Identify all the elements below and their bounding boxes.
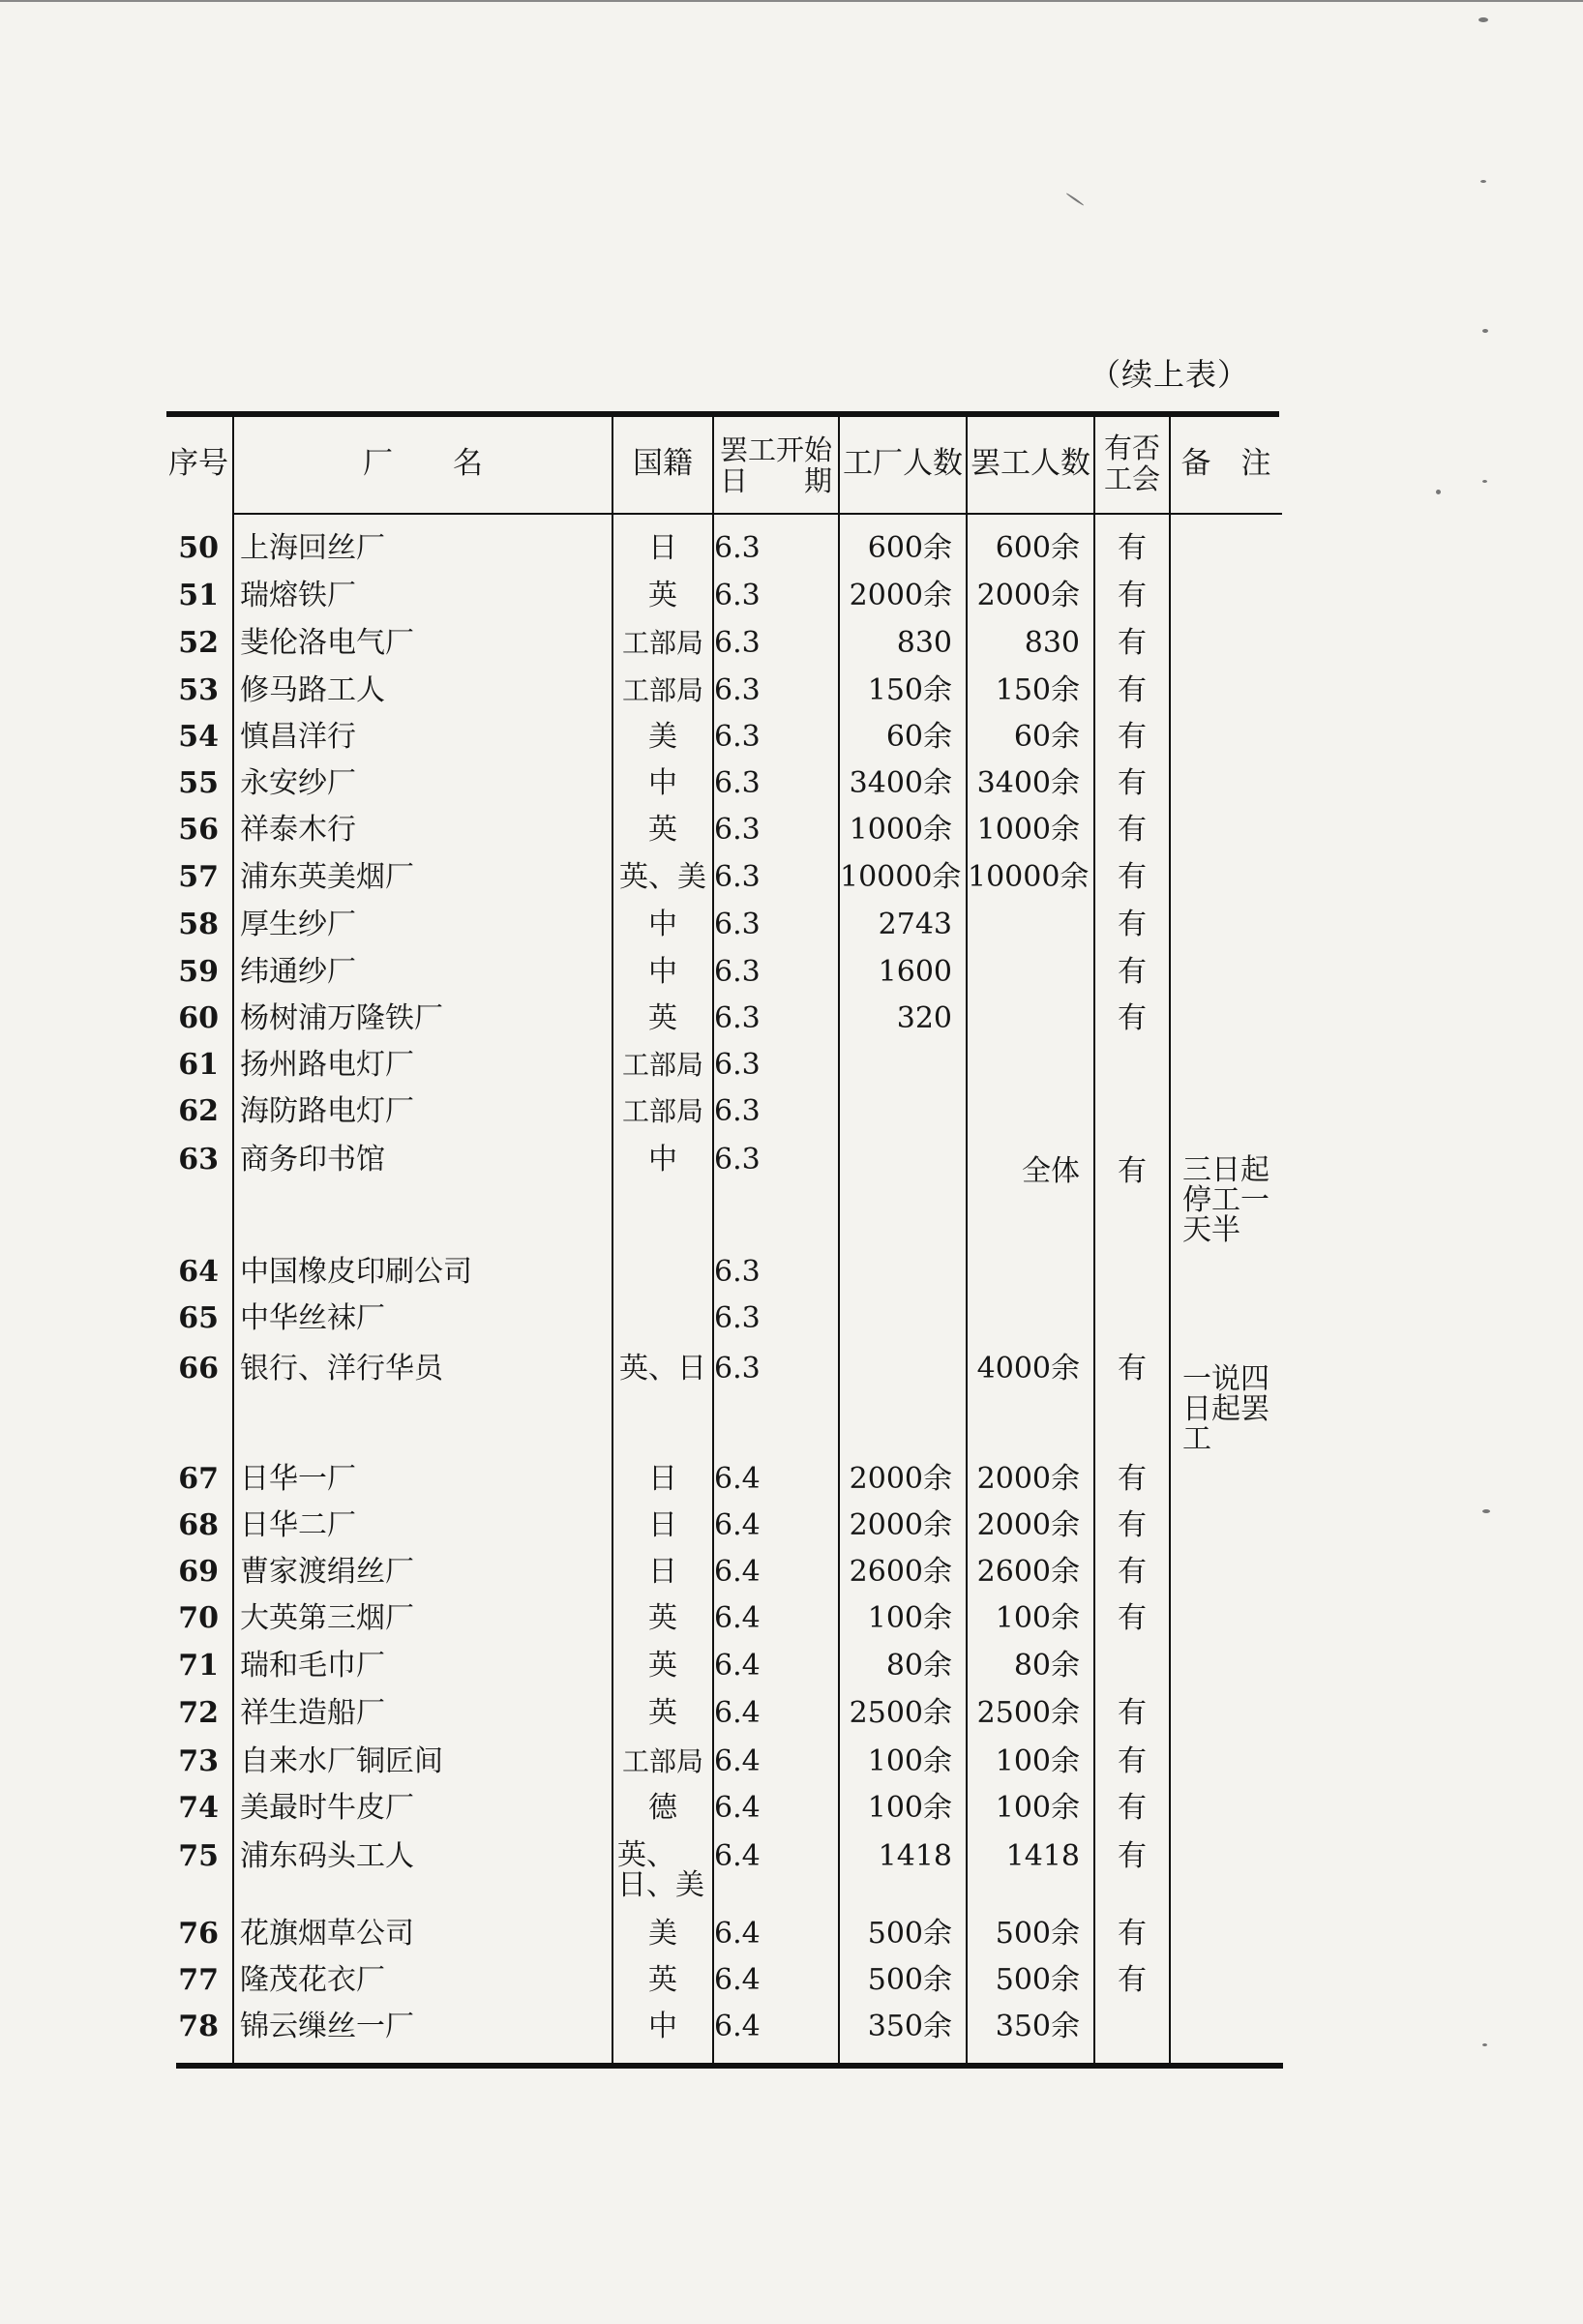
cell-nat: 英 (648, 1696, 677, 1730)
cell-date: 6.3 (714, 860, 761, 894)
header-start-date-line2: 日 期 (719, 464, 832, 497)
cell-date: 6.4 (714, 1508, 761, 1542)
cell-union: 有 (1118, 579, 1147, 612)
cell-nat: 工部局 (621, 1095, 703, 1127)
cell-date: 6.3 (714, 1143, 761, 1177)
header-factory-workers: 工厂人数 (843, 446, 963, 481)
cell-name: 自来水厂铜匠间 (240, 1744, 443, 1778)
cell-workers: 320 (896, 1001, 952, 1035)
cell-strikers: 1418 (1005, 1839, 1080, 1873)
cell-union: 有 (1118, 766, 1147, 800)
header-striking-workers: 罢工人数 (971, 446, 1090, 481)
cell-strikers: 2600余 (976, 1555, 1080, 1589)
cell-seq: 75 (178, 1839, 219, 1873)
cell-name: 祥泰木行 (240, 813, 356, 847)
cell-date: 6.3 (714, 1048, 761, 1082)
cell-nat: 英、日 (619, 1352, 706, 1385)
cell-seq: 52 (178, 626, 219, 660)
header-union-line1: 有否 (1103, 432, 1160, 464)
cell-seq: 63 (178, 1143, 219, 1177)
cell-seq: 74 (178, 1791, 219, 1825)
cell-nat: 英、日、美 (617, 1838, 704, 1902)
cell-seq: 60 (178, 1001, 219, 1035)
speck (1480, 180, 1486, 183)
cell-nat: 中 (648, 955, 677, 989)
cell-date: 6.4 (714, 1462, 761, 1496)
cell-name: 银行、洋行华员 (240, 1352, 443, 1385)
cell-seq: 50 (178, 531, 219, 565)
cell-union: 有 (1118, 1352, 1147, 1385)
header-union-line2: 工会 (1103, 462, 1160, 495)
cell-seq: 64 (178, 1255, 219, 1289)
cell-name: 中国橡皮印刷公司 (240, 1255, 472, 1289)
speck (1482, 1509, 1490, 1513)
cell-seq: 68 (178, 1508, 219, 1542)
cell-name: 慎昌洋行 (240, 720, 356, 754)
cell-name: 扬州路电灯厂 (240, 1048, 414, 1082)
cell-union: 有 (1118, 1744, 1147, 1778)
header-bottom-rule (232, 513, 1282, 515)
cell-name: 大英第三烟厂 (240, 1601, 414, 1635)
cell-date: 6.4 (714, 1696, 761, 1730)
cell-union: 有 (1118, 626, 1147, 660)
speck (1436, 490, 1441, 494)
cell-strikers: 100余 (995, 1744, 1080, 1778)
cell-nat: 日 (648, 531, 677, 565)
cell-nat: 英 (648, 1601, 677, 1635)
cell-nat: 英 (648, 1963, 677, 1997)
header-name: 厂 名 (363, 446, 483, 481)
cell-union: 有 (1118, 1001, 1147, 1035)
cell-date: 6.3 (714, 579, 761, 612)
cell-name: 浦东码头工人 (240, 1839, 414, 1873)
cell-nat: 工部局 (621, 1049, 703, 1081)
cell-strikers: 80余 (1013, 1649, 1080, 1683)
cell-union: 有 (1118, 860, 1147, 894)
cell-strikers: 600余 (995, 531, 1080, 565)
cell-nat: 英、美 (619, 860, 706, 894)
cell-nat: 中 (648, 2010, 677, 2043)
cell-workers: 350余 (867, 2010, 952, 2043)
cell-workers: 2500余 (849, 1696, 952, 1730)
cell-strikers: 1000余 (976, 813, 1080, 847)
cell-union: 有 (1118, 908, 1147, 941)
cell-union: 有 (1118, 1508, 1147, 1542)
col-divider-union (1169, 417, 1171, 2063)
cell-date: 6.4 (714, 1601, 761, 1635)
cell-date: 6.3 (714, 1255, 761, 1289)
cell-name: 锦云缫丝一厂 (240, 2010, 414, 2043)
cell-name: 斐伦洛电气厂 (240, 626, 414, 660)
cell-workers: 2000余 (849, 1508, 952, 1542)
cell-seq: 51 (178, 579, 219, 612)
cell-seq: 66 (178, 1352, 219, 1385)
cell-nat: 中 (648, 908, 677, 941)
cell-name: 瑞熔铁厂 (240, 579, 356, 612)
cell-strikers: 500余 (995, 1963, 1080, 1997)
cell-seq: 61 (178, 1048, 219, 1082)
cell-nat: 日 (648, 1462, 677, 1496)
cell-workers: 3400余 (849, 766, 952, 800)
cell-name: 海防路电灯厂 (240, 1094, 414, 1128)
cell-nat: 日 (648, 1508, 677, 1542)
cell-seq: 53 (178, 673, 219, 707)
cell-nat: 英 (648, 813, 677, 847)
cell-name: 美最时牛皮厂 (240, 1791, 414, 1825)
table-bottom-rule (176, 2063, 1283, 2069)
cell-union: 有 (1118, 1791, 1147, 1825)
cell-strikers: 830 (1024, 626, 1080, 660)
cell-strikers: 500余 (995, 1917, 1080, 1951)
cell-workers: 2000余 (849, 1462, 952, 1496)
cell-nat: 工部局 (621, 627, 703, 659)
cell-strikers: 2500余 (976, 1696, 1080, 1730)
cell-union: 有 (1118, 531, 1147, 565)
cell-name: 厚生纱厂 (240, 908, 356, 941)
cell-strikers: 150余 (995, 673, 1080, 707)
page-top-edge (0, 0, 1583, 2)
cell-union: 有 (1118, 1963, 1147, 1997)
cell-nat: 英 (648, 1649, 677, 1683)
cell-seq: 59 (178, 955, 219, 989)
cell-date: 6.4 (714, 1917, 761, 1951)
cell-date: 6.3 (714, 626, 761, 660)
cell-strikers: 60余 (1013, 720, 1080, 754)
cell-name: 中华丝袜厂 (240, 1301, 385, 1335)
cell-name: 祥生造船厂 (240, 1696, 385, 1730)
header-start-date-line1: 罢工开始 (719, 433, 832, 466)
header-notes: 备 注 (1180, 446, 1271, 481)
cell-nat: 美 (648, 1917, 677, 1951)
cell-union: 有 (1118, 1154, 1147, 1188)
cell-strikers: 2000余 (976, 1462, 1080, 1496)
cell-strikers: 100余 (995, 1791, 1080, 1825)
cell-workers: 150余 (867, 673, 952, 707)
cell-workers: 2600余 (849, 1555, 952, 1589)
cell-union: 有 (1118, 1839, 1147, 1873)
cell-seq: 77 (178, 1963, 219, 1997)
cell-strikers: 2000余 (976, 1508, 1080, 1542)
cell-seq: 73 (178, 1744, 219, 1778)
cell-workers: 100余 (867, 1601, 952, 1635)
cell-date: 6.3 (714, 908, 761, 941)
cell-name: 杨树浦万隆铁厂 (240, 1001, 443, 1035)
cell-name: 修马路工人 (240, 673, 385, 707)
speck (1478, 17, 1488, 22)
cell-strikers: 3400余 (976, 766, 1080, 800)
cell-workers: 10000余 (840, 860, 962, 894)
cell-name: 瑞和毛巾厂 (240, 1649, 385, 1683)
cell-date: 6.3 (714, 1094, 761, 1128)
cell-workers: 80余 (885, 1649, 952, 1683)
col-divider-seq (232, 417, 234, 2063)
cell-workers: 1000余 (849, 813, 952, 847)
cell-workers: 600余 (867, 531, 952, 565)
cell-union: 有 (1118, 1601, 1147, 1635)
cell-date: 6.3 (714, 673, 761, 707)
cell-seq: 55 (178, 766, 219, 800)
cell-seq: 65 (178, 1301, 219, 1335)
cell-name: 曹家渡绢丝厂 (240, 1555, 414, 1589)
cell-strikers: 100余 (995, 1601, 1080, 1635)
speck (1482, 329, 1488, 333)
cell-seq: 54 (178, 720, 219, 754)
cell-strikers: 350余 (995, 2010, 1080, 2043)
cell-nat: 德 (648, 1791, 677, 1825)
cell-name: 浦东英美烟厂 (240, 860, 414, 894)
cell-seq: 58 (178, 908, 219, 941)
cell-date: 6.3 (714, 1352, 761, 1385)
cell-union: 有 (1118, 673, 1147, 707)
cell-seq: 76 (178, 1917, 219, 1951)
cell-note: 一说四日起罢工 (1182, 1362, 1269, 1456)
cell-workers: 830 (896, 626, 952, 660)
cell-name: 隆茂花衣厂 (240, 1963, 385, 1997)
cell-date: 6.4 (714, 1791, 761, 1825)
cell-nat: 美 (648, 720, 677, 754)
cell-note: 三日起停工一天半 (1182, 1153, 1269, 1247)
cell-seq: 57 (178, 860, 219, 894)
cell-name: 日华一厂 (240, 1462, 356, 1496)
cell-name: 日华二厂 (240, 1508, 356, 1542)
cell-seq: 70 (178, 1601, 219, 1635)
cell-nat: 中 (648, 1143, 677, 1177)
cell-name: 商务印书馆 (240, 1143, 385, 1177)
cell-date: 6.3 (714, 531, 761, 565)
cell-date: 6.4 (714, 2010, 761, 2043)
cell-workers: 2000余 (849, 579, 952, 612)
table-top-rule (166, 411, 1279, 417)
cell-date: 6.3 (714, 720, 761, 754)
cell-seq: 78 (178, 2010, 219, 2043)
cell-seq: 62 (178, 1094, 219, 1128)
cell-workers: 100余 (867, 1744, 952, 1778)
cell-union: 有 (1118, 1917, 1147, 1951)
cell-union: 有 (1118, 1696, 1147, 1730)
speck (1065, 193, 1084, 206)
speck (1482, 480, 1487, 483)
cell-workers: 1418 (878, 1839, 952, 1873)
cell-date: 6.4 (714, 1839, 761, 1873)
cell-name: 上海回丝厂 (240, 531, 385, 565)
cell-date: 6.4 (714, 1963, 761, 1997)
cell-seq: 72 (178, 1696, 219, 1730)
continued-label: （续上表） (1090, 356, 1250, 393)
cell-strikers: 2000余 (976, 579, 1080, 612)
cell-nat: 中 (648, 766, 677, 800)
cell-workers: 1600 (878, 955, 952, 989)
cell-nat: 英 (648, 579, 677, 612)
speck (1482, 2043, 1487, 2046)
cell-date: 6.3 (714, 766, 761, 800)
cell-date: 6.3 (714, 955, 761, 989)
cell-date: 6.4 (714, 1744, 761, 1778)
cell-workers: 60余 (885, 720, 952, 754)
cell-seq: 56 (178, 813, 219, 847)
cell-strikers: 全体 (1022, 1154, 1080, 1188)
header-nationality: 国籍 (633, 446, 693, 481)
header-seq: 序号 (168, 446, 228, 481)
cell-nat: 日 (648, 1555, 677, 1589)
cell-union: 有 (1118, 1462, 1147, 1496)
cell-nat: 工部局 (621, 674, 703, 706)
cell-date: 6.3 (714, 1301, 761, 1335)
cell-date: 6.3 (714, 813, 761, 847)
cell-date: 6.4 (714, 1649, 761, 1683)
cell-strikers: 4000余 (976, 1352, 1080, 1385)
cell-seq: 71 (178, 1649, 219, 1683)
cell-union: 有 (1118, 1555, 1147, 1589)
cell-date: 6.4 (714, 1555, 761, 1589)
cell-seq: 67 (178, 1462, 219, 1496)
cell-union: 有 (1118, 813, 1147, 847)
cell-nat: 英 (648, 1001, 677, 1035)
cell-seq: 69 (178, 1555, 219, 1589)
cell-date: 6.3 (714, 1001, 761, 1035)
cell-name: 纬通纱厂 (240, 955, 356, 989)
cell-name: 花旗烟草公司 (240, 1917, 414, 1951)
cell-workers: 100余 (867, 1791, 952, 1825)
cell-workers: 2743 (878, 908, 952, 941)
cell-nat: 工部局 (621, 1745, 703, 1777)
cell-workers: 500余 (867, 1963, 952, 1997)
cell-union: 有 (1118, 955, 1147, 989)
cell-workers: 500余 (867, 1917, 952, 1951)
cell-strikers: 10000余 (968, 860, 1090, 894)
cell-name: 永安纱厂 (240, 766, 356, 800)
cell-union: 有 (1118, 720, 1147, 754)
